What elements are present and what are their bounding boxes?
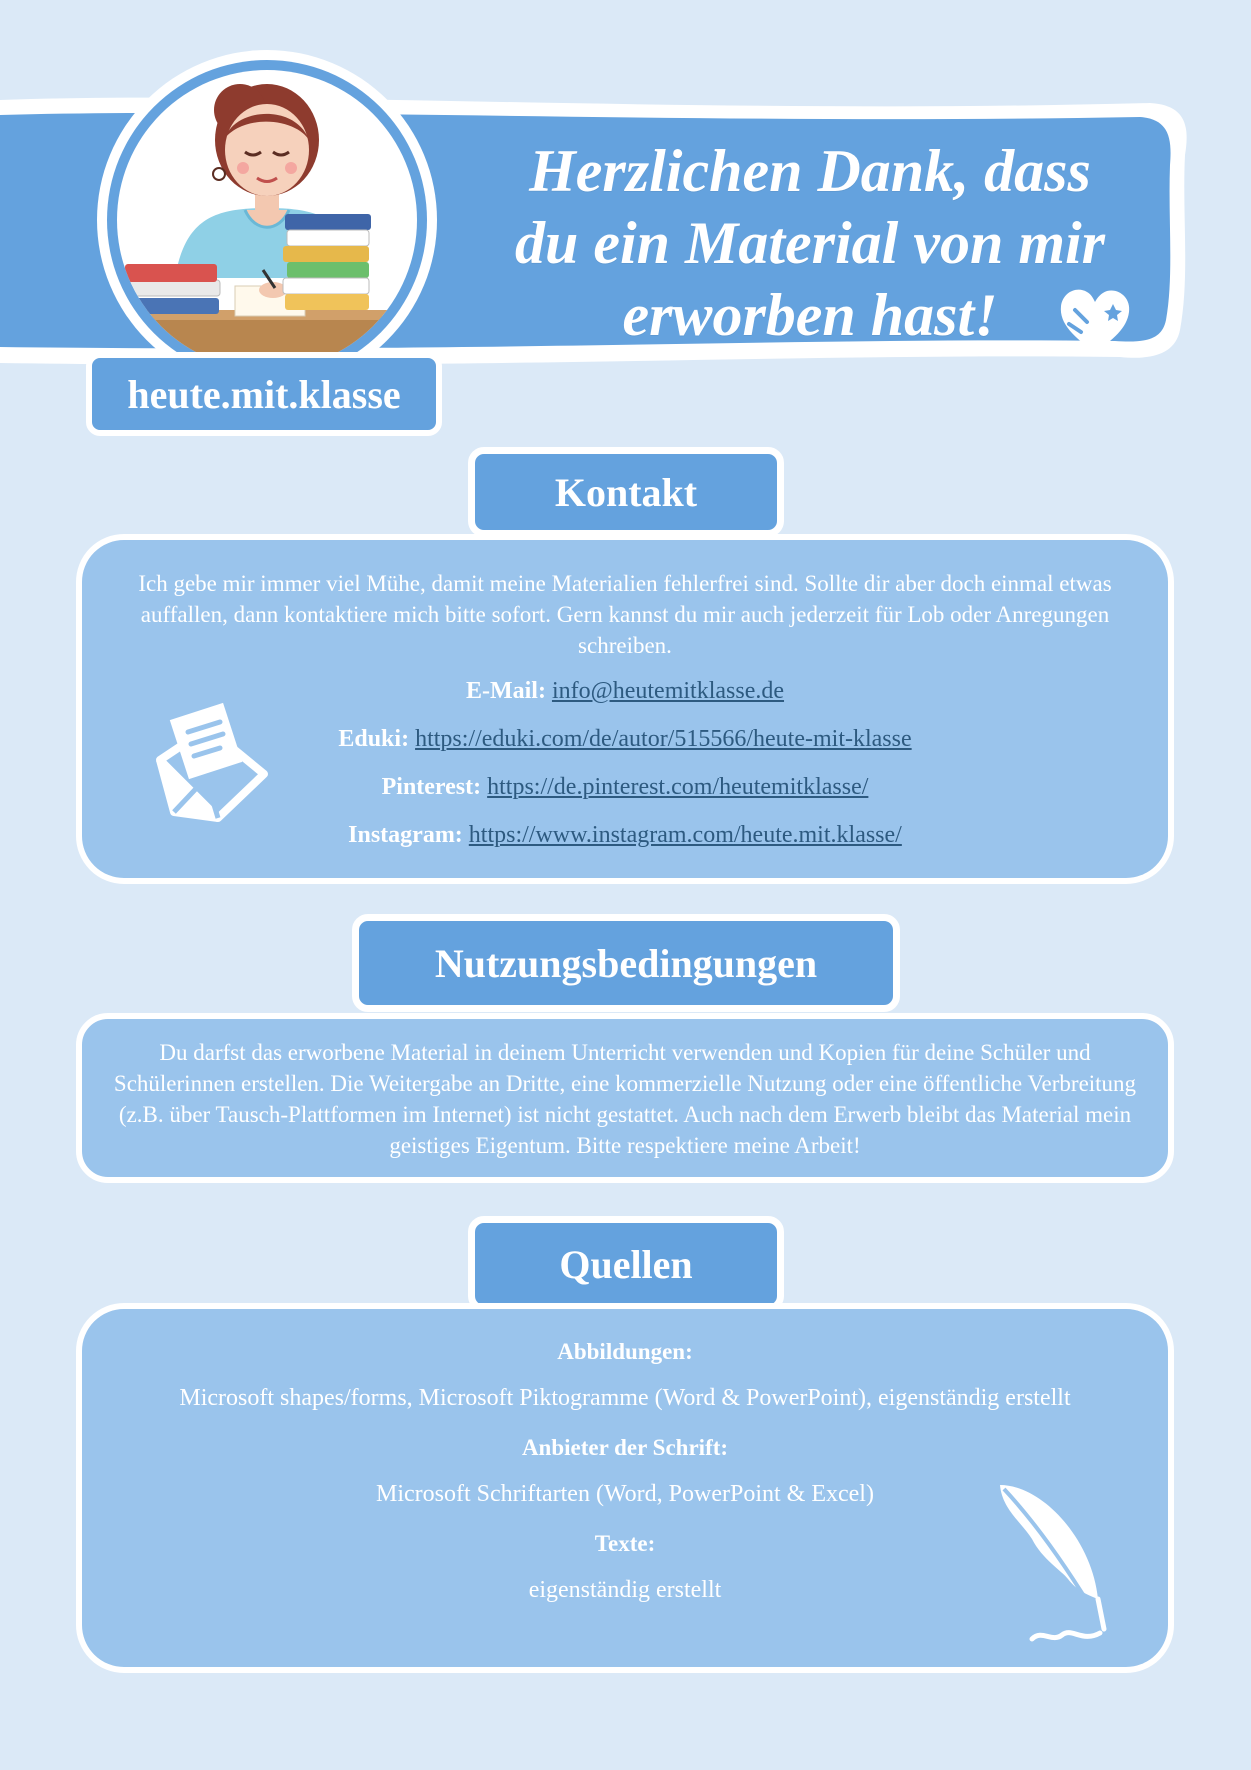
envelope-icon (148, 700, 274, 826)
kontakt-intro: Ich gebe mir immer viel Mühe, damit meine Materialien fehlerfrei sind. Sollte dir aber doch einmal etwas auffallen, dann kontaktiere mich bitte sofort. Gern kannst du mir auch jederzeit für Lob oder Anregungen schreiben. (138, 571, 1112, 658)
schrift-text: Microsoft Schriftarten (Word, PowerPoint & Excel) (376, 1481, 874, 1507)
schrift-label: Anbieter der Schrift: (521, 1435, 729, 1460)
quellen-heading: Quellen (468, 1216, 784, 1312)
nutzung-heading: Nutzungsbedingungen (352, 914, 900, 1012)
email-link[interactable]: info@heutemitklasse.de (551, 678, 785, 704)
abbildungen-text: Microsoft shapes/forms, Microsoft Piktogramme (Word & PowerPoint), eigenständig erstellt (179, 1385, 1071, 1411)
nutzung-panel (76, 1013, 1174, 1183)
email-label: E-Mail: (465, 678, 546, 704)
eduki-label: Eduki: (338, 726, 410, 752)
contact-instagram-row (82, 820, 1168, 850)
kontakt-heading: Kontakt (468, 447, 784, 537)
texte-label: Texte: (594, 1531, 656, 1556)
eduki-link[interactable]: https://eduki.com/de/autor/515566/heute-mit-klasse (415, 726, 912, 752)
texte-text: eigenständig erstellt (528, 1577, 722, 1603)
instagram-label: Instagram: (348, 822, 463, 848)
kontakt-panel (76, 534, 1174, 884)
contact-pinterest-row (82, 772, 1168, 802)
contact-email-row (82, 676, 1168, 706)
heart-icon (1055, 280, 1135, 360)
brand-label: heute.mit.klasse (86, 352, 442, 436)
teacher-avatar (95, 48, 440, 393)
abbildungen-label: Abbildungen: (557, 1339, 693, 1364)
instagram-link[interactable]: https://www.instagram.com/heute.mit.klasse/ (468, 822, 902, 848)
nutzung-text: Du darfst das erworbene Material in deinem Unterricht verwenden und Kopien für deine Schüler und Schülerinnen erstellen. Die Weitergabe an Dritte, eine kommerzielle Nutzung oder eine öffentliche Verbreitung (z.B. über Tausch-Plattformen im Internet) ist nicht gestattet. Auch nach dem Erwerb bleibt das Material mein geistiges Eigentum. Bitte respektiere meine Arbeit! (113, 1040, 1137, 1158)
pinterest-link[interactable]: https://de.pinterest.com/heutemitklasse/ (487, 774, 869, 800)
thank-you-title: Herzlichen Dank, dass du ein Material von mir erworben hast! (514, 138, 1106, 348)
feather-quill-icon (982, 1479, 1122, 1649)
pinterest-label: Pinterest: (381, 774, 482, 800)
quellen-panel (76, 1303, 1174, 1673)
contact-eduki-row (82, 724, 1168, 754)
